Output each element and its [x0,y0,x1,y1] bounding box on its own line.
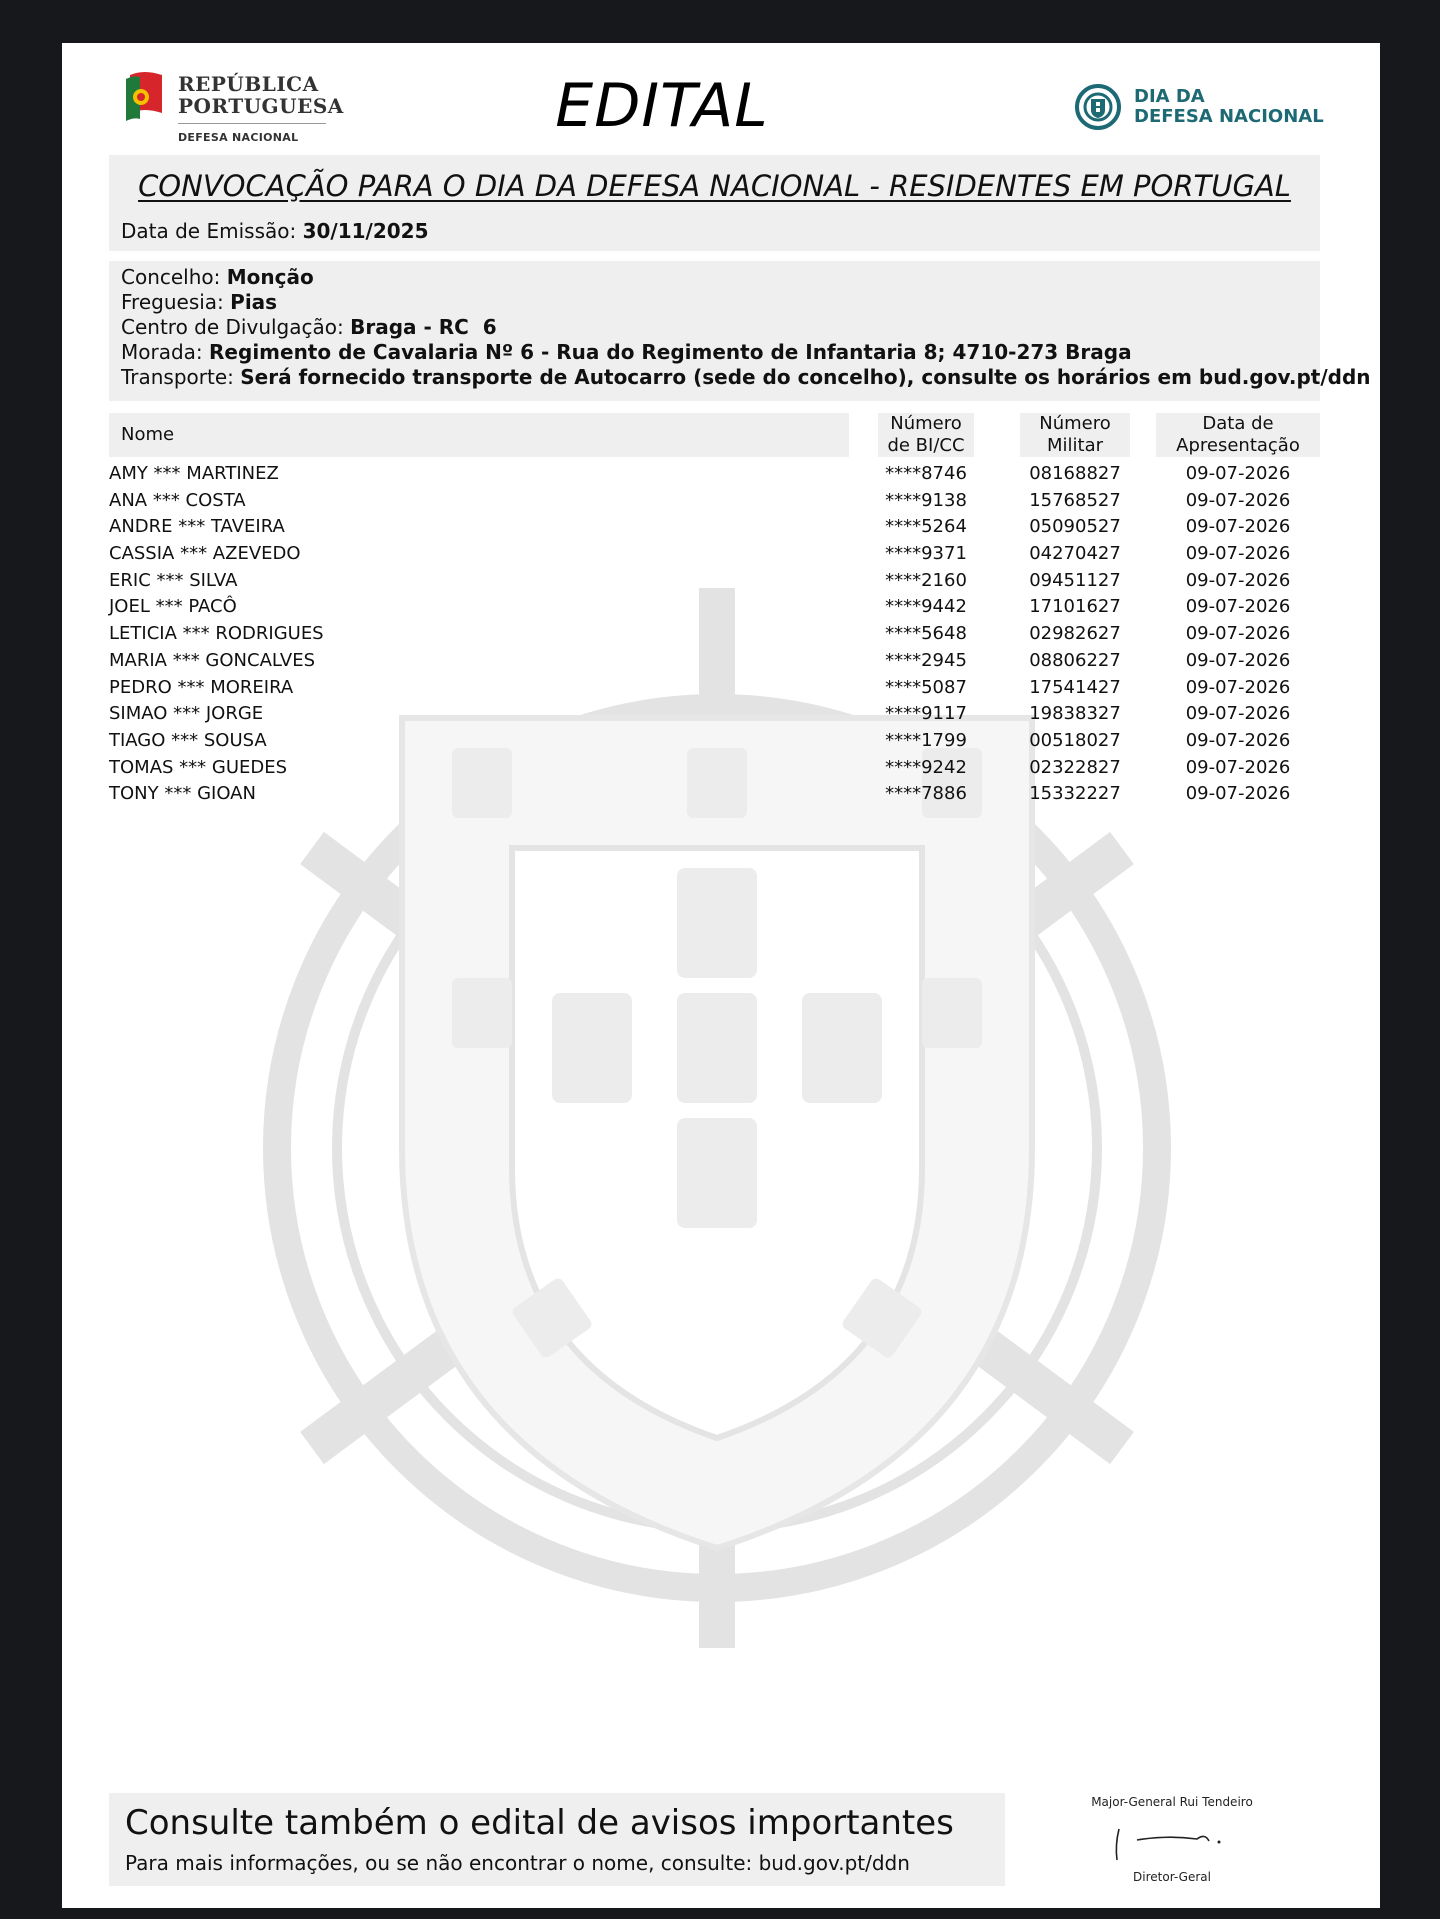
ddn-emblem-icon [1074,83,1122,131]
cell-militar: 17101627 [1029,596,1121,618]
cell-nome: ANDRE *** TAVEIRA [109,516,285,538]
column-header-bi-line2: de BI/CC [887,435,965,456]
cell-militar: 19838327 [1029,703,1121,725]
cell-bi: ****8746 [885,463,967,484]
cell-bi: ****9442 [885,596,967,618]
cell-data: 09-07-2026 [1185,623,1291,645]
location-info-box [109,261,1371,401]
cell-data: 09-07-2026 [1185,703,1291,725]
footer-notice-box [109,1793,1005,1886]
cell-nome: LETICIA *** RODRIGUES [109,623,324,645]
logo-right-line2: DEFESA NACIONAL [1134,106,1324,127]
cell-data: 09-07-2026 [1185,596,1291,618]
emission-label: Data de Emissão: [121,219,297,243]
cell-nome: AMY *** MARTINEZ [109,463,279,484]
cell-militar: 15768527 [1029,489,1121,511]
transporte-value: Será fornecido transporte de Autocarro (sede do concelho), consulte os horários em bud.gov.pt/ddn [240,365,1371,389]
transporte-label: Transporte: [121,365,234,389]
cell-data: 09-07-2026 [1185,756,1291,778]
cell-data: 09-07-2026 [1185,489,1291,511]
morada-line [121,340,1132,365]
cell-nome: CASSIA *** AZEVEDO [109,543,301,565]
cell-nome: MARIA *** GONCALVES [109,649,316,671]
column-header-data-line1: Data de [1202,413,1274,434]
cell-militar: 05090527 [1029,516,1121,538]
cell-bi: ****7886 [885,783,967,805]
table-row [62,541,1380,568]
cell-data: 09-07-2026 [1185,783,1291,805]
footer-title: Consulte também o edital de avisos importantes [125,1803,954,1843]
title-box [109,155,1320,251]
cell-bi: ****9138 [885,489,967,511]
concelho-line [121,265,314,290]
edital-page [62,43,1380,1908]
cell-militar: 00518027 [1029,729,1121,751]
cell-bi: ****2945 [885,649,967,671]
centro-line [121,315,497,340]
table-row [62,781,1380,808]
transporte-line [121,365,1371,390]
logo-divider [178,123,326,124]
freguesia-value: Pias [230,290,278,314]
cell-militar: 04270427 [1029,543,1121,565]
cell-nome: TOMAS *** GUEDES [109,756,288,778]
table-row [62,701,1380,728]
column-header-bi-line1: Número [890,413,962,434]
cell-bi: ****9371 [885,543,967,565]
column-header-nome [109,413,849,457]
column-header-data [1156,413,1320,457]
cell-bi: ****9117 [885,703,967,725]
cell-militar: 02322827 [1029,756,1121,778]
cell-bi: ****9242 [885,756,967,778]
freguesia-line [121,290,277,315]
cell-bi: ****2160 [885,569,967,591]
cell-nome: PEDRO *** MOREIRA [109,676,294,698]
column-header-data-line2: Apresentação [1176,435,1300,456]
emission-value: 30/11/2025 [302,219,429,243]
emission-date [121,219,429,243]
cell-data: 09-07-2026 [1185,676,1291,698]
cell-data: 09-07-2026 [1185,569,1291,591]
cell-militar: 02982627 [1029,623,1121,645]
cell-nome: SIMAO *** JORGE [109,703,264,725]
cell-nome: TIAGO *** SOUSA [109,729,267,751]
cell-bi: ****1799 [885,729,967,751]
morada-label: Morada: [121,340,203,364]
column-header-nome-label: Nome [121,424,175,445]
table-row [62,755,1380,782]
cell-bi: ****5648 [885,623,967,645]
table-row [62,568,1380,595]
cell-militar: 08168827 [1029,463,1121,484]
column-header-militar [1020,413,1130,457]
republica-portuguesa-logo [122,71,344,151]
cell-nome: JOEL *** PACÔ [109,596,237,618]
table-row [62,594,1380,621]
cell-bi: ****5087 [885,676,967,698]
page-title: CONVOCAÇÃO PARA O DIA DA DEFESA NACIONAL - RESIDENTES EM PORTUGAL [138,169,1291,203]
freguesia-label: Freguesia: [121,290,224,314]
cell-data: 09-07-2026 [1185,463,1291,484]
footer-subtitle: Para mais informações, ou se não encontrar o nome, consulte: bud.gov.pt/ddn [125,1851,910,1875]
dia-defesa-nacional-logo [1074,83,1324,143]
logo-left-sub: DEFESA NACIONAL [178,131,299,144]
table-row [62,675,1380,702]
cell-militar: 17541427 [1029,676,1121,698]
table-row [62,514,1380,541]
cell-militar: 15332227 [1029,783,1121,805]
concelho-label: Concelho: [121,265,221,289]
centro-label: Centro de Divulgação: [121,315,344,339]
cell-militar: 08806227 [1029,649,1121,671]
cell-nome: ANA *** COSTA [109,489,246,511]
convocados-table [62,461,1380,808]
signer-role: Diretor-Geral [1133,1870,1211,1884]
cell-bi: ****5264 [885,516,967,538]
cell-data: 09-07-2026 [1185,516,1291,538]
morada-value: Regimento de Cavalaria Nº 6 - Rua do Regimento de Infantaria 8; 4710-273 Braga [209,340,1132,364]
table-row [62,461,1380,488]
column-header-militar-line2: Militar [1046,435,1104,456]
logo-left-line1: REPÚBLICA [178,72,319,96]
table-row [62,648,1380,675]
cell-data: 09-07-2026 [1185,543,1291,565]
concelho-value: Monção [226,265,314,289]
centro-value: Braga - RC 6 [350,315,497,339]
portugal-flag-icon [122,71,166,129]
column-header-militar-line1: Número [1039,413,1111,434]
cell-nome: ERIC *** SILVA [109,569,238,591]
table-row [62,728,1380,755]
edital-heading: EDITAL [555,71,769,141]
signature-icon [1097,1815,1247,1875]
cell-militar: 09451127 [1029,569,1121,591]
signer-name: Major-General Rui Tendeiro [1091,1795,1253,1809]
table-row [62,621,1380,648]
cell-data: 09-07-2026 [1185,729,1291,751]
logo-left-line2: PORTUGUESA [178,94,344,118]
cell-nome: TONY *** GIOAN [109,783,256,805]
logo-right-line1: DIA DA [1134,86,1205,107]
table-row [62,488,1380,515]
cell-data: 09-07-2026 [1185,649,1291,671]
column-header-bi [878,413,974,457]
